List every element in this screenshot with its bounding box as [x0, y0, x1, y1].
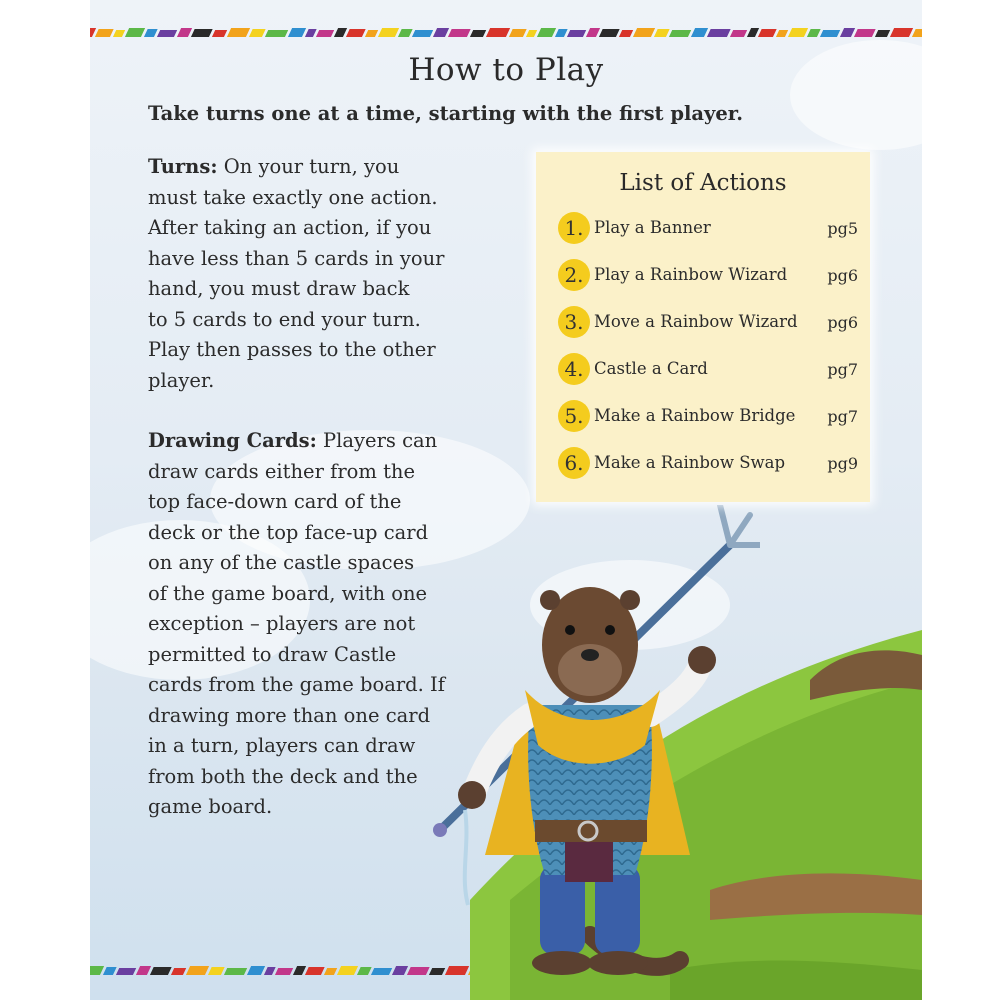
action-page-ref: pg6: [827, 313, 858, 332]
border-brush-stroke: [433, 28, 449, 37]
border-brush-stroke: [633, 28, 655, 37]
border-brush-stroke: [669, 30, 691, 37]
drawing-line-10: drawing more than one card: [148, 703, 431, 727]
action-number-badge: 6.: [558, 447, 590, 479]
border-brush-stroke: [305, 29, 317, 37]
drawing-cards-paragraph: [148, 426, 478, 823]
border-brush-stroke: [378, 28, 399, 37]
action-page-ref: pg7: [827, 360, 858, 379]
action-number-badge: 3.: [558, 306, 590, 338]
action-page-ref: pg9: [827, 454, 858, 473]
border-brush-stroke: [265, 30, 288, 37]
border-brush-stroke: [470, 30, 486, 37]
drawing-line-2: draw cards either from the: [148, 459, 416, 483]
border-brush-stroke: [316, 30, 334, 37]
action-label: Make a Rainbow Swap: [594, 453, 786, 472]
border-brush-stroke: [346, 29, 366, 37]
drawing-line-4: deck or the top face-up card: [148, 520, 429, 544]
border-brush-stroke: [264, 967, 276, 975]
action-item-2: [558, 259, 858, 289]
drawing-line-9: cards from the game board. If: [148, 673, 445, 696]
border-brush-stroke: [854, 29, 876, 37]
page-title: How to Play: [408, 52, 604, 88]
border-brush-stroke: [776, 30, 788, 37]
border-brush-stroke: [807, 29, 821, 37]
border-brush-stroke: [707, 29, 731, 37]
action-item-3: [558, 306, 858, 336]
border-brush-stroke: [537, 28, 556, 37]
border-brush-stroke: [171, 968, 186, 975]
action-number-badge: 5.: [558, 400, 590, 432]
border-brush-stroke: [619, 30, 633, 37]
action-item-4: [558, 353, 858, 383]
action-label: Castle a Card: [594, 359, 708, 378]
border-brush-stroke: [730, 30, 747, 37]
top-decorative-border: [90, 24, 922, 42]
border-brush-stroke: [136, 966, 151, 975]
border-brush-stroke: [758, 29, 777, 37]
action-item-1: [558, 212, 858, 242]
border-brush-stroke: [509, 29, 527, 37]
list-of-actions-box: [536, 152, 870, 502]
border-brush-stroke: [275, 968, 293, 975]
border-brush-stroke: [90, 966, 104, 975]
turns-line-8: player.: [148, 368, 215, 392]
border-brush-stroke: [357, 967, 372, 975]
border-brush-stroke: [90, 28, 96, 37]
border-brush-stroke: [125, 28, 145, 37]
otter-knight-illustration: [430, 505, 760, 985]
action-label: Play a Banner: [594, 218, 711, 237]
action-page-ref: pg7: [827, 407, 858, 426]
border-brush-stroke: [526, 30, 537, 37]
border-brush-stroke: [912, 29, 922, 37]
turns-line-4: have less than 5 cards in your: [148, 246, 445, 270]
border-brush-stroke: [116, 968, 136, 975]
border-brush-stroke: [150, 967, 172, 975]
border-brush-stroke: [407, 967, 430, 975]
drawing-line-6: of the game board, with one: [148, 581, 428, 605]
action-number-badge: 2.: [558, 259, 590, 291]
drawing-line-13: game board.: [148, 795, 273, 818]
border-brush-stroke: [486, 28, 510, 37]
border-brush-stroke: [157, 30, 177, 37]
border-brush-stroke: [448, 29, 471, 37]
action-number-badge: 1.: [558, 212, 590, 244]
border-brush-stroke: [840, 28, 855, 37]
action-label: Make a Rainbow Bridge: [594, 406, 796, 425]
drawing-line-3: top face-down card of the: [148, 490, 402, 513]
border-brush-stroke: [875, 30, 890, 37]
border-brush-stroke: [95, 29, 114, 37]
border-brush-stroke: [293, 966, 306, 975]
border-brush-stroke: [691, 28, 708, 37]
border-brush-stroke: [337, 966, 358, 975]
action-item-5: [558, 400, 858, 430]
drawing-line-7: exception – players are not: [148, 612, 416, 635]
border-brush-stroke: [371, 968, 392, 975]
border-brush-stroke: [249, 29, 266, 37]
rulebook-page: [90, 0, 922, 1000]
turns-line-7: Play then passes to the other: [148, 338, 436, 361]
action-page-ref: pg6: [827, 266, 858, 285]
border-brush-stroke: [412, 30, 433, 37]
border-brush-stroke: [747, 28, 759, 37]
border-brush-stroke: [555, 29, 568, 37]
turns-line-3: After taking an action, if you: [148, 216, 432, 239]
drawing-line-12: from both the deck and the: [148, 764, 418, 788]
border-brush-stroke: [247, 966, 265, 975]
border-brush-stroke: [890, 28, 913, 37]
border-brush-stroke: [305, 967, 325, 975]
border-brush-stroke: [113, 30, 125, 37]
border-brush-stroke: [224, 968, 247, 975]
border-brush-stroke: [599, 29, 620, 37]
border-brush-stroke: [392, 966, 408, 975]
action-page-ref: pg5: [827, 219, 858, 238]
action-label: Move a Rainbow Wizard: [594, 312, 798, 331]
border-brush-stroke: [334, 28, 347, 37]
border-brush-stroke: [398, 29, 413, 37]
page-subtitle: Take turns one at a time, starting with the first player.: [148, 102, 744, 125]
border-brush-stroke: [208, 967, 225, 975]
border-brush-stroke: [324, 968, 337, 975]
border-brush-stroke: [586, 28, 600, 37]
border-brush-stroke: [177, 28, 192, 37]
border-brush-stroke: [788, 28, 808, 37]
border-brush-stroke: [186, 966, 209, 975]
drawing-line-11: in a turn, players can draw: [148, 734, 416, 757]
drawing-heading: Drawing Cards:: [148, 429, 317, 452]
drawing-line-5: on any of the castle spaces: [148, 551, 415, 574]
border-brush-stroke: [144, 29, 158, 37]
drawing-line-8: permitted to draw Castle: [148, 642, 397, 666]
border-brush-stroke: [103, 967, 117, 975]
turns-line-2: must take exactly one action.: [148, 185, 438, 209]
action-label: Play a Rainbow Wizard: [594, 265, 788, 284]
drawing-line-1: Drawing Cards: Players can: [148, 429, 438, 452]
border-brush-stroke: [654, 29, 670, 37]
turns-line-1: Turns: On your turn, you: [148, 155, 400, 178]
action-number-badge: 4.: [558, 353, 590, 385]
turns-line-5: hand, you must draw back: [148, 277, 410, 300]
turns-paragraph: [148, 152, 478, 396]
turns-heading: Turns:: [148, 155, 218, 178]
action-item-6: [558, 447, 858, 477]
border-brush-stroke: [227, 28, 250, 37]
border-brush-stroke: [365, 30, 378, 37]
border-brush-stroke: [212, 30, 227, 37]
list-of-actions-title: List of Actions: [619, 170, 787, 196]
border-brush-stroke: [567, 30, 586, 37]
border-brush-stroke: [288, 28, 306, 37]
border-brush-stroke: [191, 29, 213, 37]
border-brush-stroke: [820, 30, 840, 37]
turns-line-6: to 5 cards to end your turn.: [148, 307, 421, 331]
